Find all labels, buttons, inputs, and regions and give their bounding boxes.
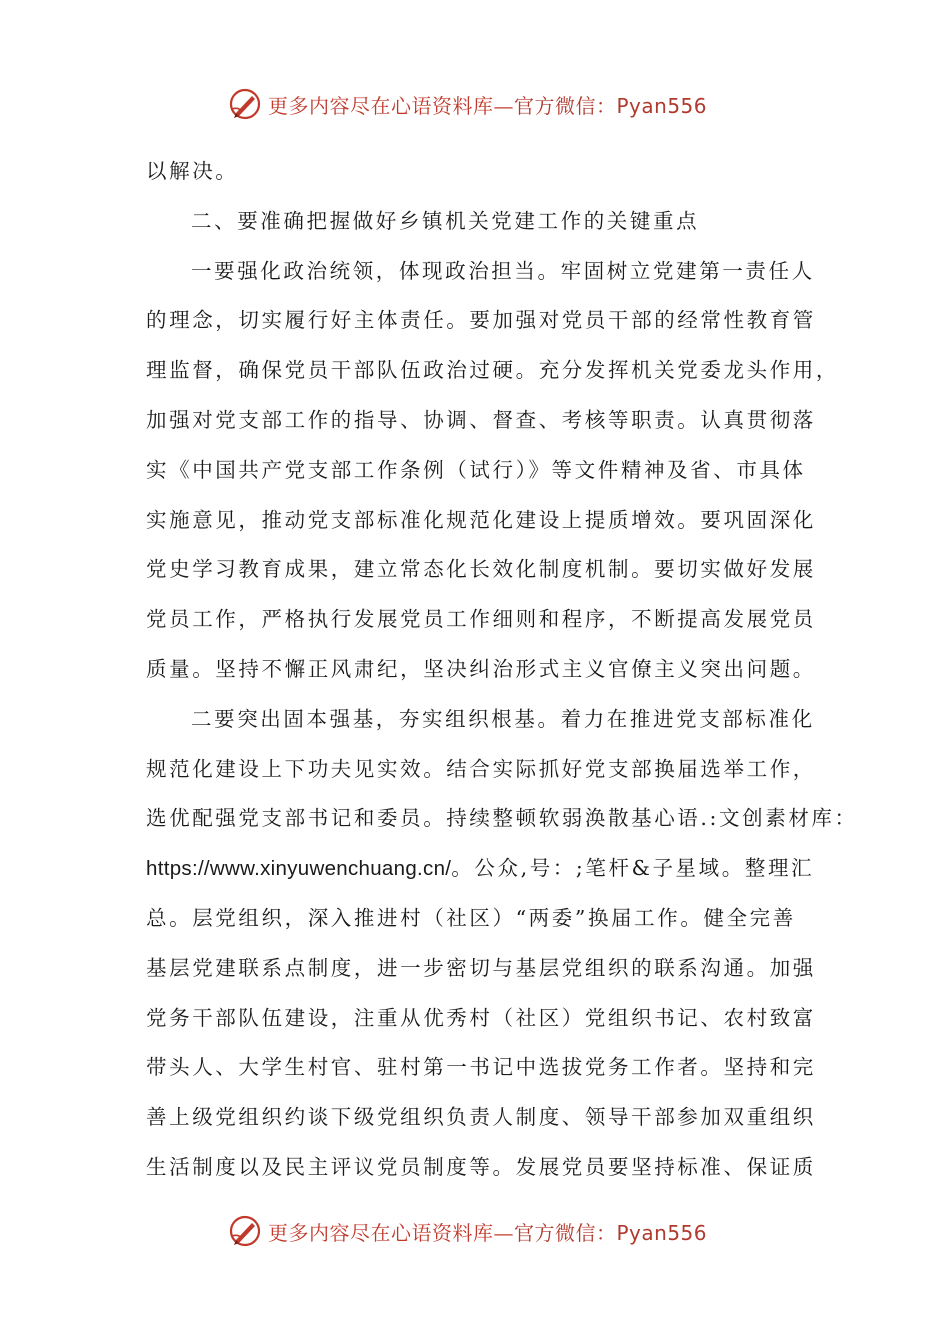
pen-logo-icon bbox=[228, 1214, 262, 1248]
paragraph-line: 的理念，切实履行好主体责任。要加强对党员干部的经常性教育管 bbox=[146, 308, 816, 333]
paragraph-line: 生活制度以及民主评议党员制度等。发展党员要坚持标准、保证质 bbox=[146, 1154, 816, 1179]
banner-text bbox=[268, 90, 707, 119]
banner-dash: — bbox=[493, 93, 514, 118]
paragraph-line: 党史学习教育成果，建立常态化长效化制度机制。要切实做好发展 bbox=[146, 557, 816, 582]
paragraph-line: 实《中国共产党支部工作条例（试行）》等文件精神及省、市具体 bbox=[146, 457, 806, 482]
paragraph-line: 党务干部队伍建设，注重从优秀村（社区）党组织书记、农村致富 bbox=[146, 1005, 816, 1030]
paragraph-line: 质量。坚持不懈正风肃纪，坚决纠治形式主义官僚主义突出问题。 bbox=[146, 656, 816, 681]
paragraph-line-tail: 。公众,号：;笔杆&子星域。整理汇 bbox=[451, 856, 815, 881]
banner-main-text: 更多内容尽在心语资料库 bbox=[268, 93, 494, 118]
paragraph-line: 实施意见，推动党支部标准化规范化建设上提质增效。要巩固深化 bbox=[146, 507, 816, 532]
paragraph-line bbox=[146, 844, 814, 894]
paragraph-line: 加强对党支部工作的指导、协调、督查、考核等职责。认真贯彻落 bbox=[146, 407, 816, 432]
banner-wechat-text: 官方微信：Pyan556 bbox=[514, 93, 708, 118]
section-heading: 二、要准确把握做好乡镇机关党建工作的关键重点 bbox=[191, 208, 700, 233]
paragraph-line: 带头人、大学生村官、驻村第一书记中选拔党务工作者。坚持和完 bbox=[146, 1055, 816, 1080]
paragraph-line: 以解决。 bbox=[146, 159, 239, 183]
document-body bbox=[146, 147, 858, 1193]
banner-wechat-text: 官方微信：Pyan556 bbox=[514, 1220, 708, 1245]
header-watermark-banner bbox=[228, 84, 748, 124]
paragraph-line: 选优配强党支部书记和委员。持续整顿软弱涣散基心语.:文创素材库： bbox=[146, 806, 858, 831]
paragraph-line: 基层党建联系点制度，进一步密切与基层党组织的联系沟通。加强 bbox=[146, 955, 816, 980]
paragraph-line: 一要强化政治统领，体现政治担当。牢固树立党建第一责任人 bbox=[191, 258, 815, 283]
paragraph-line: 总。层党组织，深入推进村（社区）“两委”换届工作。健全完善 bbox=[146, 905, 796, 930]
banner-dash: — bbox=[493, 1220, 514, 1245]
paragraph-line: 二要突出固本强基，夯实组织根基。着力在推进党支部标准化 bbox=[191, 706, 815, 731]
banner-text bbox=[268, 1217, 707, 1246]
banner-main-text: 更多内容尽在心语资料库 bbox=[268, 1220, 494, 1245]
paragraph-line: 善上级党组织约谈下级党组织负责人制度、领导干部参加双重组织 bbox=[146, 1105, 816, 1130]
paragraph-line: 规范化建设上下功夫见实效。结合实际抓好党支部换届选举工作， bbox=[146, 756, 816, 781]
paragraph-line: 党员工作，严格执行发展党员工作细则和程序，不断提高发展党员 bbox=[146, 607, 816, 632]
footer-watermark-banner bbox=[228, 1211, 748, 1251]
pen-logo-icon bbox=[228, 87, 262, 121]
paragraph-line: 理监督，确保党员干部队伍政治过硬。充分发挥机关党委龙头作用， bbox=[146, 358, 839, 383]
website-link[interactable]: https://www.xinyuwenchuang.cn/ bbox=[146, 857, 452, 881]
